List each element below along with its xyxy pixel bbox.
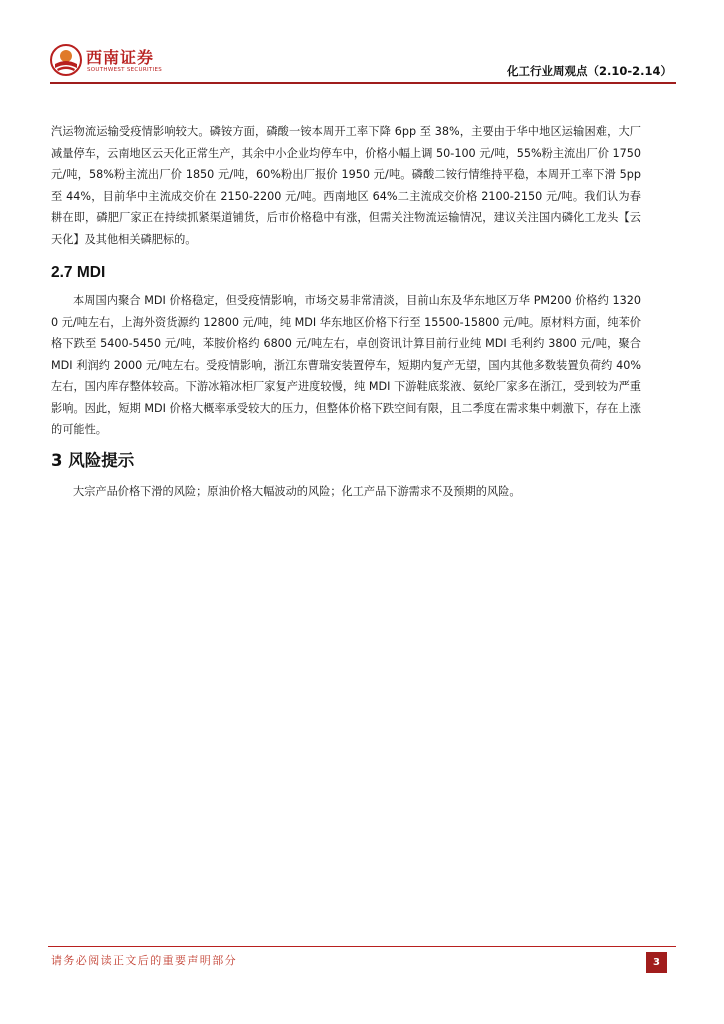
paragraph-risk: 大宗产品价格下滑的风险；原油价格大幅波动的风险；化工产品下游需求不及预期的风险。 — [73, 484, 521, 498]
page-number: 3 — [646, 952, 667, 973]
report-title: 化工行业周观点（2.10-2.14） — [506, 64, 672, 78]
footer-disclaimer: 请务必阅读正文后的重要声明部分 — [51, 954, 237, 967]
header-divider — [50, 82, 676, 84]
page-header — [50, 38, 676, 86]
logo-chinese-name: 西南证券 — [86, 48, 155, 67]
paragraph-mdi: 本周国内聚合 MDI 价格稳定，但受疫情影响，市场交易非常清淡，目前山东及华东地区万华 PM200 价格约 13200 元/吨左右，上海外资货源约 12800 元/吨，纯 MDI 华东地区价格下行至 15500-15800 元/吨。原材料方面，纯苯价格下跌至 5400-5450 元/吨，苯胺价格约 6800 元/吨左右，卓创资讯计算目前行业纯 MDI 毛利约 3800 元/吨，聚合 MDI 利润约 2000 元/吨左右。受疫情影响，浙江东曹瑞安装置停车，短期内复产无望，国内其他多数装置负荷约 40%左右，国内库存整体较高。下游冰箱冰柜厂家复产进度较慢，纯 MDI 下游鞋底浆液、氨纶厂家多在浙江，受到较为严重影响。因此，短期 MDI 价格大概率承受较大的压力，但整体价格下跌空间有限，且二季度在需求集中刺激下，存在上涨的可能性。 — [51, 294, 641, 436]
logo-english-name: SOUTHWEST SECURITIES — [87, 67, 163, 73]
section-heading-mdi: 2.7 MDI — [51, 264, 106, 281]
paragraph-phosphate: 汽运物流运输受疫情影响较大。磷铵方面，磷酸一铵本周开工率下降 6pp 至 38%，主要由于华中地区运输困难，大厂减量停车，云南地区云天化正常生产，其余中小企业均停车中，价格小幅上调 50-100 元/吨，55%粉主流出厂价 1750 元/吨，58%粉主流出厂价 1850 元/吨，60%粉出厂报价 1950 元/吨。磷酸二铵行情维持平稳，本周开工率下滑 5pp 至 44%，目前华中主流成交价在 2150-2200 元/吨。西南地区 64%二主流成交价格 2100-2150 元/吨。我们认为春耕在即，磷肥厂家正在持续抓紧渠道铺货，后市价格稳中有涨，但需关注物流运输情况，建议关注国内磷化工龙头【云天化】及其他相关磷肥标的。 — [51, 125, 641, 246]
document-body — [51, 121, 641, 502]
section-heading-risk: 3 风险提示 — [51, 450, 135, 470]
logo-emblem-icon — [50, 44, 82, 76]
footer-divider — [48, 946, 676, 947]
